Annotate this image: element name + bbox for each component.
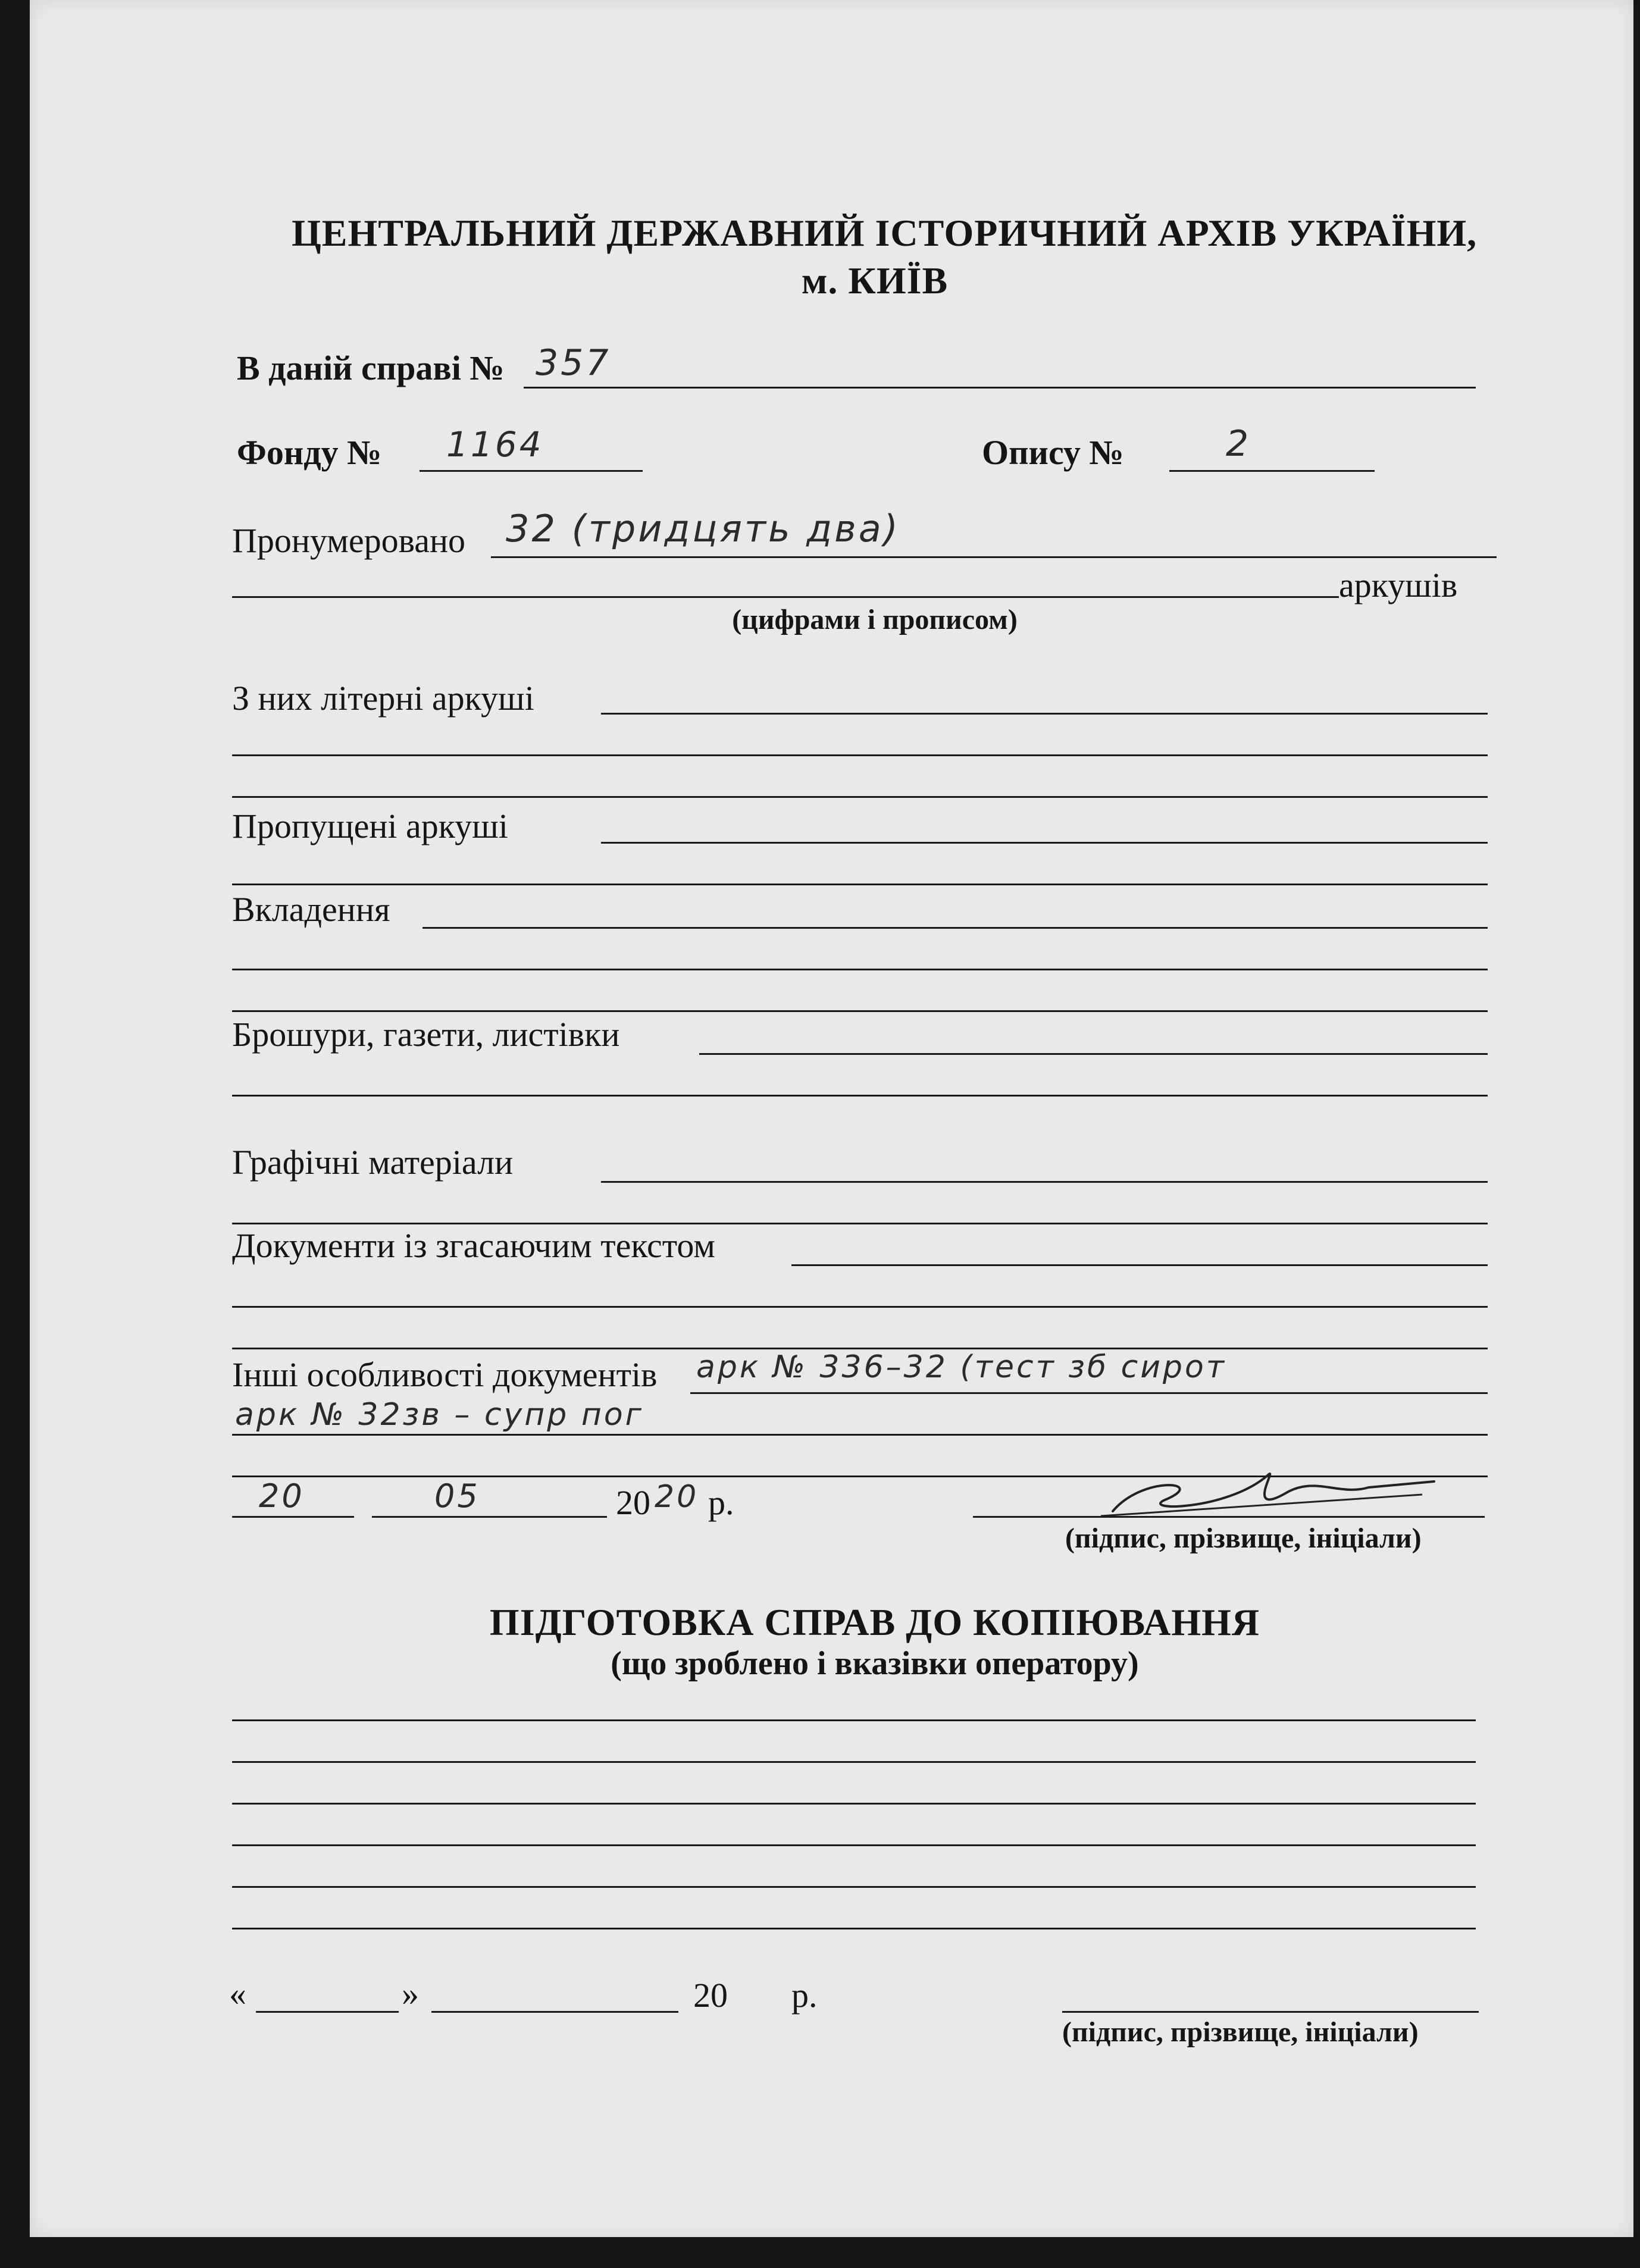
date1-year-suffix: 20 bbox=[655, 1479, 699, 1515]
other-features-label: Інші особливості документів bbox=[232, 1355, 658, 1394]
opys-number-label: Опису № bbox=[982, 433, 1124, 472]
numbered-line-2 bbox=[232, 596, 1339, 598]
preparation-line-1 bbox=[232, 1719, 1476, 1721]
date1-day: 20 bbox=[259, 1477, 305, 1515]
archive-city: м. КИЇВ bbox=[801, 259, 949, 302]
attachments-label: Вкладення bbox=[232, 890, 390, 929]
attachments-line-2 bbox=[232, 969, 1488, 970]
other-features-line-1 bbox=[690, 1392, 1488, 1394]
other-features-value-line2: арк № 32зв – супр пог bbox=[235, 1397, 644, 1433]
date2-day-line bbox=[256, 2011, 399, 2013]
graphics-label: Графічні матеріали bbox=[232, 1143, 514, 1182]
signature-caption-2: (підпис, прізвище, ініціали) bbox=[1062, 2016, 1419, 2048]
date1-day-line bbox=[232, 1516, 354, 1518]
preparation-line-6 bbox=[232, 1928, 1476, 1929]
date1-year-unit: р. bbox=[708, 1483, 734, 1522]
brochures-line-1 bbox=[699, 1053, 1488, 1055]
preparation-line-3 bbox=[232, 1803, 1476, 1805]
graphics-line-1 bbox=[601, 1181, 1488, 1183]
attachments-line-3 bbox=[232, 1010, 1488, 1012]
date2-open-quote: « bbox=[229, 1974, 246, 2013]
letter-sheets-label: З них літерні аркуші bbox=[232, 679, 534, 718]
brochures-label: Брошури, газети, листівки bbox=[232, 1015, 620, 1054]
fading-text-label: Документи із згасаючим текстом bbox=[232, 1226, 715, 1265]
date2-close-quote: » bbox=[402, 1974, 419, 2013]
other-features-line-2 bbox=[232, 1434, 1488, 1436]
numbered-hint: (цифрами і прописом) bbox=[732, 604, 1018, 635]
archive-form-sheet bbox=[30, 0, 1633, 2237]
date1-year-prefix: 20 bbox=[616, 1483, 650, 1522]
case-number-line bbox=[524, 387, 1476, 389]
opys-number-line bbox=[1169, 470, 1375, 472]
numbered-label: Пронумеровано bbox=[232, 521, 466, 560]
signature-line-2 bbox=[1062, 2011, 1479, 2013]
case-number-value: 357 bbox=[536, 342, 611, 384]
date2-year-unit: р. bbox=[791, 1976, 818, 2015]
brochures-line-2 bbox=[232, 1095, 1488, 1097]
archive-title: ЦЕНТРАЛЬНИЙ ДЕРЖАВНИЙ ІСТОРИЧНИЙ АРХІВ УКРАЇНИ, bbox=[292, 212, 1478, 254]
fading-text-line-1 bbox=[791, 1264, 1488, 1266]
numbered-line-1 bbox=[491, 556, 1497, 558]
signature-line-1 bbox=[973, 1516, 1485, 1518]
letter-sheets-line-1 bbox=[601, 713, 1488, 715]
numbered-suffix: аркушів bbox=[1339, 566, 1458, 604]
fond-number-value: 1164 bbox=[446, 424, 544, 465]
missing-sheets-line-1 bbox=[601, 842, 1488, 844]
letter-sheets-line-3 bbox=[232, 796, 1488, 798]
signature-caption-1: (підпис, прізвище, ініціали) bbox=[1065, 1523, 1422, 1554]
other-features-value-line1: арк № 336–32 (тест зб сирот bbox=[696, 1349, 1227, 1385]
fond-number-line bbox=[420, 470, 643, 472]
numbered-value: 32 (тридцять два) bbox=[506, 507, 900, 550]
preparation-subtitle: (що зроблено і вказівки оператору) bbox=[611, 1645, 1139, 1682]
preparation-line-2 bbox=[232, 1761, 1476, 1763]
case-number-label: В даній справі № bbox=[237, 349, 505, 387]
preparation-line-4 bbox=[232, 1844, 1476, 1846]
missing-sheets-line-2 bbox=[232, 884, 1488, 885]
missing-sheets-label: Пропущені аркуші bbox=[232, 807, 508, 845]
fond-number-label: Фонду № bbox=[237, 433, 382, 472]
graphics-line-2 bbox=[232, 1223, 1488, 1224]
date1-month-line bbox=[372, 1516, 607, 1518]
letter-sheets-line-2 bbox=[232, 754, 1488, 756]
attachments-line-1 bbox=[422, 927, 1488, 929]
preparation-line-5 bbox=[232, 1886, 1476, 1888]
date1-month: 05 bbox=[434, 1477, 480, 1515]
opys-number-value: 2 bbox=[1226, 423, 1251, 465]
date2-year-prefix: 20 bbox=[693, 1976, 728, 2015]
preparation-title: ПІДГОТОВКА СПРАВ ДО КОПІЮВАННЯ bbox=[489, 1601, 1260, 1643]
date2-month-line bbox=[431, 2011, 678, 2013]
fading-text-line-2 bbox=[232, 1306, 1488, 1308]
